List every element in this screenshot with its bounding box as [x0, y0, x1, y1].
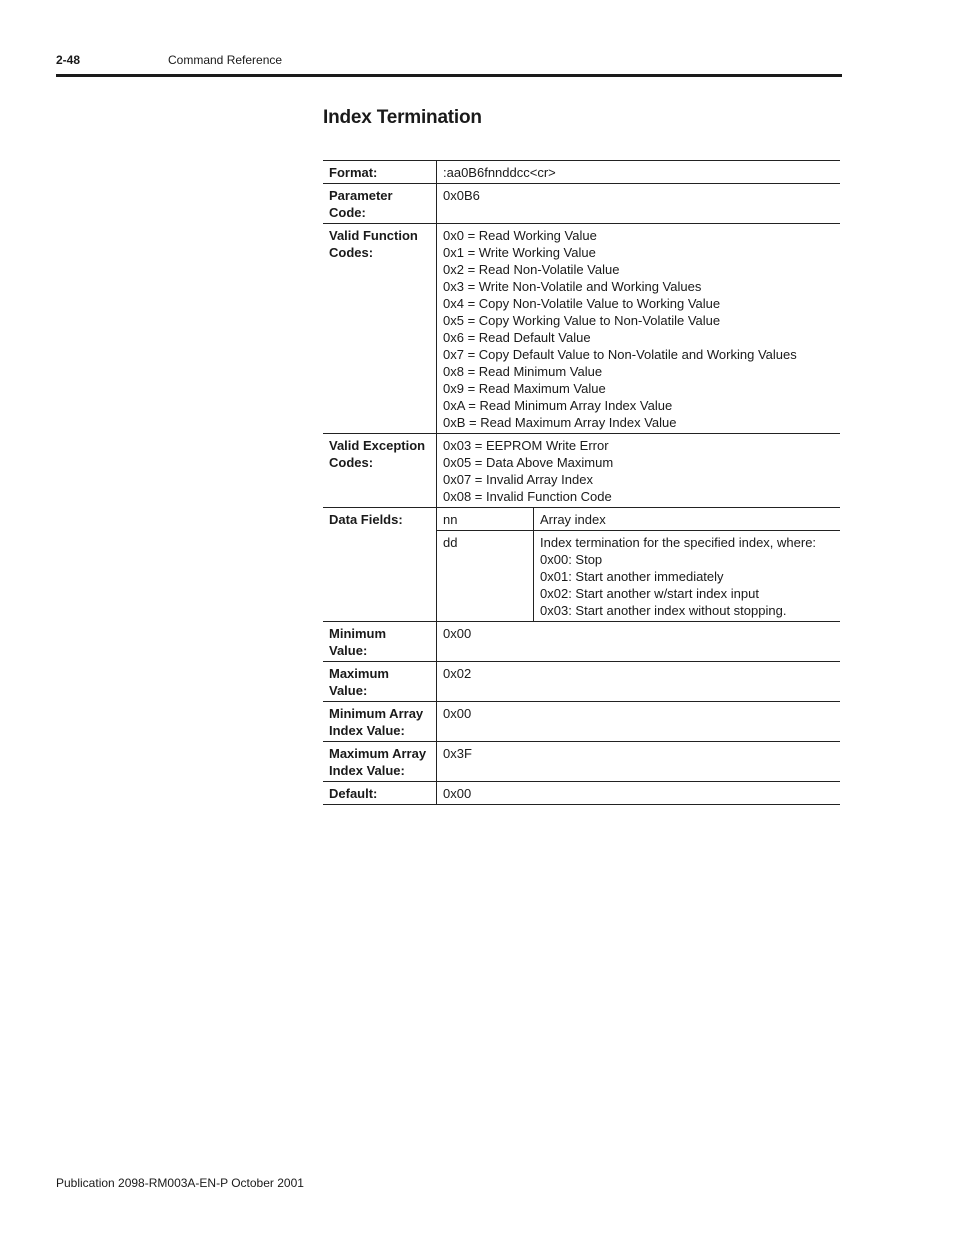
section-title: Index Termination — [323, 107, 482, 128]
parameter-code-label: Parameter Code: — [323, 184, 437, 224]
data-fields-table — [437, 508, 840, 621]
list-item: 0x2 = Read Non-Volatile Value — [443, 262, 620, 277]
list-item: 0x5 = Copy Working Value to Non-Volatile Value — [443, 313, 721, 328]
minimum-array-index-label: Minimum Array Index Value: — [323, 702, 437, 742]
field-code: dd — [437, 531, 534, 622]
format-row — [323, 161, 840, 184]
minimum-value: 0x00 — [443, 626, 472, 641]
command-reference-table — [323, 160, 840, 805]
maximum-array-index-label: Maximum Array Index Value: — [323, 742, 437, 782]
maximum-array-index-row — [323, 742, 840, 782]
list-item: 0xA = Read Minimum Array Index Value — [443, 398, 673, 413]
exception-codes-row — [323, 434, 840, 508]
function-codes-label: Valid Function Codes: — [323, 224, 437, 434]
minimum-value-label: Minimum Value: — [323, 622, 437, 662]
default-value: 0x00 — [443, 786, 472, 801]
list-item: 0x0 = Read Working Value — [443, 228, 597, 243]
exception-codes-list — [437, 434, 841, 508]
maximum-value-row — [323, 662, 840, 702]
data-fields-label: Data Fields: — [323, 508, 437, 622]
maximum-value: 0x02 — [443, 666, 472, 681]
field-code: nn — [437, 508, 534, 531]
data-fields-cell — [437, 508, 841, 622]
list-item: 0x05 = Data Above Maximum — [443, 455, 614, 470]
list-item: 0x6 = Read Default Value — [443, 330, 591, 345]
list-item: 0x4 = Copy Non-Volatile Value to Working Value — [443, 296, 721, 311]
field-description: Index termination for the specified index, where: 0x00: Stop 0x01: Start another immediately 0x02: Start another w/start index input 0x03: Start another index without stopping. — [540, 535, 817, 618]
list-item: 0x03 = EEPROM Write Error — [443, 438, 609, 453]
maximum-value-label: Maximum Value: — [323, 662, 437, 702]
running-header: Command Reference — [168, 53, 283, 67]
publication-footer: Publication 2098-RM003A-EN-P October 2001 — [56, 1176, 304, 1190]
list-item: 0xB = Read Maximum Array Index Value — [443, 415, 677, 430]
format-label: Format: — [323, 161, 437, 184]
page-number: 2-48 — [56, 53, 81, 67]
format-value: :aa0B6fnnddcc<cr> — [443, 165, 556, 180]
maximum-array-index-value: 0x3F — [443, 746, 472, 761]
list-item: 0x8 = Read Minimum Value — [443, 364, 603, 379]
minimum-value-row — [323, 622, 840, 662]
parameter-code-value: 0x0B6 — [443, 188, 480, 203]
list-item: 0x08 = Invalid Function Code — [443, 489, 612, 504]
exception-codes-label: Valid Exception Codes: — [323, 434, 437, 508]
table-row — [437, 508, 840, 531]
table-row — [437, 531, 840, 622]
default-label: Default: — [323, 782, 437, 805]
data-fields-row — [323, 508, 840, 622]
list-item: 0x3 = Write Non-Volatile and Working Values — [443, 279, 702, 294]
field-description: Array index — [540, 512, 606, 527]
list-item: 0x07 = Invalid Array Index — [443, 472, 593, 487]
function-codes-list — [437, 224, 841, 434]
list-item: 0x7 = Copy Default Value to Non-Volatile and Working Values — [443, 347, 797, 362]
list-item: 0x1 = Write Working Value — [443, 245, 596, 260]
default-row — [323, 782, 840, 805]
parameter-code-row — [323, 184, 840, 224]
minimum-array-index-value: 0x00 — [443, 706, 472, 721]
function-codes-row — [323, 224, 840, 434]
list-item: 0x9 = Read Maximum Value — [443, 381, 606, 396]
minimum-array-index-row — [323, 702, 840, 742]
header-rule — [56, 74, 842, 77]
